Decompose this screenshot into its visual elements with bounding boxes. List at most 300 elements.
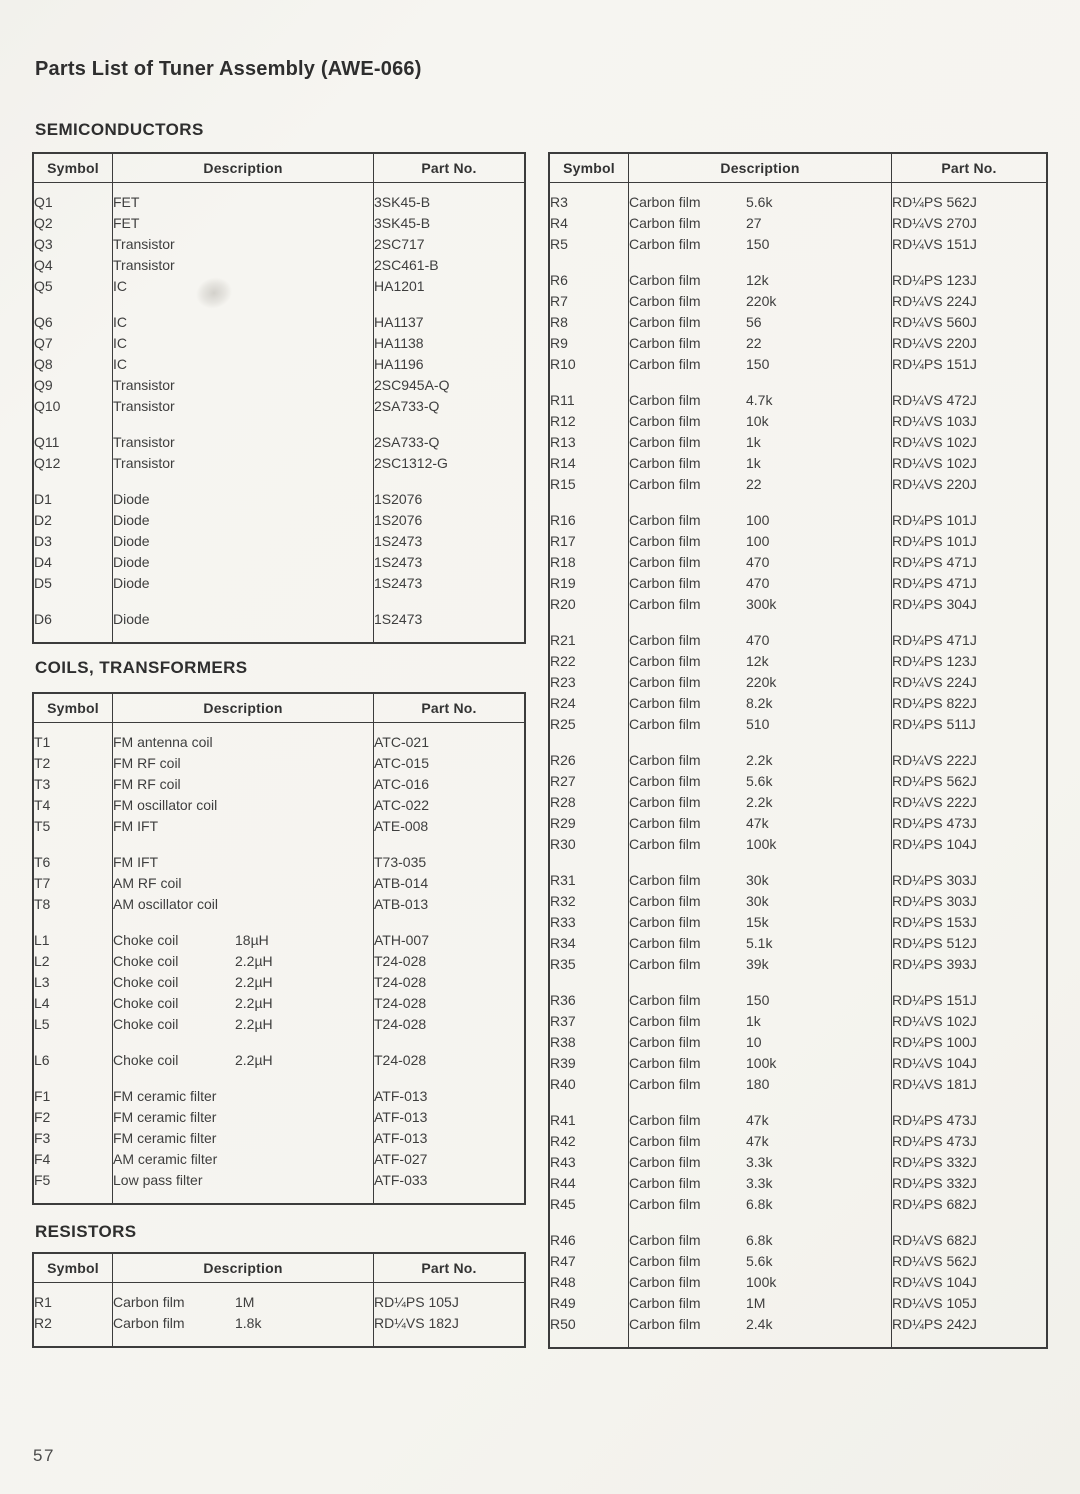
column-header: Description xyxy=(113,1253,374,1283)
description-cell xyxy=(113,1170,374,1191)
table-row xyxy=(33,993,525,1014)
part-no-cell: ATB-013 xyxy=(374,896,429,912)
description-text: Choke coil xyxy=(113,1052,179,1068)
header-row xyxy=(33,153,525,183)
description-text: Carbon film xyxy=(629,392,701,408)
description-cell xyxy=(113,552,374,573)
value-text: 3.3k xyxy=(746,1154,773,1170)
symbol-cell: R39 xyxy=(549,1053,629,1074)
description-cell xyxy=(629,213,892,234)
value-text: 1M xyxy=(235,1294,255,1310)
table-row xyxy=(549,834,1047,855)
description-text: Carbon film xyxy=(629,533,701,549)
value-text: 2.2µH xyxy=(235,995,273,1011)
symbol-cell: Q12 xyxy=(33,453,113,474)
value-text: 470 xyxy=(746,632,770,648)
description-text: FM antenna coil xyxy=(113,734,213,750)
part-no-cell: RD¼PS 303J xyxy=(892,893,977,909)
part-no-cell: RD¼PS 100J xyxy=(892,1034,977,1050)
description-text: Carbon film xyxy=(629,356,701,372)
symbol-cell: R12 xyxy=(549,411,629,432)
value-text: 100k xyxy=(746,1274,777,1290)
part-no-cell: ATF-013 xyxy=(374,1109,428,1125)
description-text: Carbon film xyxy=(113,1294,185,1310)
table-row xyxy=(33,1128,525,1149)
description-text: Carbon film xyxy=(629,815,701,831)
symbol-cell: R7 xyxy=(549,291,629,312)
symbol-cell: L4 xyxy=(33,993,113,1014)
symbol-cell: L6 xyxy=(33,1050,113,1071)
group-spacer xyxy=(33,915,525,930)
value-text: 1M xyxy=(746,1295,766,1311)
value-text: 300k xyxy=(746,596,777,612)
description-cell xyxy=(113,753,374,774)
table-row xyxy=(33,552,525,573)
value-text: 100 xyxy=(746,512,770,528)
description-cell xyxy=(629,510,892,531)
symbol-cell: R21 xyxy=(549,630,629,651)
symbol-cell: R25 xyxy=(549,714,629,735)
value-text: 220k xyxy=(746,674,777,690)
table-row xyxy=(549,474,1047,495)
table-row xyxy=(549,990,1047,1011)
description-cell xyxy=(113,951,374,972)
description-text: Carbon film xyxy=(629,674,701,690)
description-text: Carbon film xyxy=(629,434,701,450)
value-text: 510 xyxy=(746,716,770,732)
part-no-cell: HA1138 xyxy=(374,335,424,351)
part-no-cell: ATH-007 xyxy=(374,932,429,948)
value-text: 10 xyxy=(746,1034,762,1050)
table-row xyxy=(33,213,525,234)
table-row xyxy=(549,1194,1047,1215)
part-no-cell: ATC-021 xyxy=(374,734,429,750)
part-no-cell: ATF-027 xyxy=(374,1151,428,1167)
part-no-cell: ATF-013 xyxy=(374,1088,428,1104)
description-cell xyxy=(629,390,892,411)
table-row xyxy=(33,930,525,951)
description-text: Carbon film xyxy=(629,1076,701,1092)
symbol-cell: T7 xyxy=(33,873,113,894)
table-row xyxy=(549,333,1047,354)
part-no-cell: RD¼PS 303J xyxy=(892,872,977,888)
description-cell xyxy=(629,1032,892,1053)
description-cell xyxy=(629,552,892,573)
symbol-cell: R10 xyxy=(549,354,629,375)
description-text: FM ceramic filter xyxy=(113,1130,217,1146)
description-text: Carbon film xyxy=(629,215,701,231)
table-row xyxy=(549,792,1047,813)
description-text: Carbon film xyxy=(629,1034,701,1050)
description-text: Transistor xyxy=(113,434,175,450)
group-spacer xyxy=(33,183,525,193)
description-cell xyxy=(113,531,374,552)
description-text: Carbon film xyxy=(629,575,701,591)
symbol-cell: T1 xyxy=(33,732,113,753)
part-no-cell: RD¼PS 682J xyxy=(892,1196,977,1212)
part-no-cell: RD¼VS 105J xyxy=(892,1295,977,1311)
table-row xyxy=(549,1131,1047,1152)
symbol-cell: R41 xyxy=(549,1110,629,1131)
value-text: 1k xyxy=(746,1013,761,1029)
value-text: 3.3k xyxy=(746,1175,773,1191)
symbol-cell: F1 xyxy=(33,1086,113,1107)
value-text: 5.6k xyxy=(746,1253,773,1269)
symbol-cell: R37 xyxy=(549,1011,629,1032)
description-cell xyxy=(113,1107,374,1128)
symbol-cell: D4 xyxy=(33,552,113,573)
symbol-cell: R36 xyxy=(549,990,629,1011)
description-cell xyxy=(113,1050,374,1071)
description-cell xyxy=(113,1292,374,1313)
value-text: 5.6k xyxy=(746,773,773,789)
symbol-cell: R43 xyxy=(549,1152,629,1173)
description-cell xyxy=(629,990,892,1011)
table-row xyxy=(549,1053,1047,1074)
table-row xyxy=(549,672,1047,693)
symbol-cell: T3 xyxy=(33,774,113,795)
table-row xyxy=(549,1272,1047,1293)
symbol-cell: L3 xyxy=(33,972,113,993)
description-text: Choke coil xyxy=(113,932,179,948)
value-text: 10k xyxy=(746,413,769,429)
symbol-cell: R33 xyxy=(549,912,629,933)
symbol-cell: Q4 xyxy=(33,255,113,276)
table-row xyxy=(549,771,1047,792)
symbol-cell: R42 xyxy=(549,1131,629,1152)
value-text: 4.7k xyxy=(746,392,773,408)
description-cell xyxy=(113,375,374,396)
table-row xyxy=(549,573,1047,594)
part-no-cell: 1S2473 xyxy=(374,575,423,591)
group-spacer xyxy=(33,417,525,432)
part-no-cell: RD¼VS 182J xyxy=(374,1315,459,1331)
description-cell xyxy=(113,732,374,753)
description-text: Carbon film xyxy=(629,956,701,972)
symbol-cell: R29 xyxy=(549,813,629,834)
description-text: Carbon film xyxy=(629,716,701,732)
group-spacer xyxy=(549,735,1047,750)
value-text: 2.2µH xyxy=(235,1016,273,1032)
part-no-cell: ATE-008 xyxy=(374,818,429,834)
table-row xyxy=(549,1230,1047,1251)
description-text: Diode xyxy=(113,533,150,549)
description-text: Carbon film xyxy=(629,935,701,951)
group-spacer xyxy=(33,1035,525,1050)
value-text: 22 xyxy=(746,335,762,351)
description-text: Carbon film xyxy=(629,554,701,570)
description-text: FM ceramic filter xyxy=(113,1109,217,1125)
description-cell xyxy=(629,1173,892,1194)
part-no-cell: RD¼PS 511J xyxy=(892,716,976,732)
description-text: Carbon film xyxy=(629,512,701,528)
description-text: Carbon film xyxy=(629,1274,701,1290)
description-text: Carbon film xyxy=(629,1232,701,1248)
description-cell xyxy=(113,213,374,234)
value-text: 22 xyxy=(746,476,762,492)
value-text: 150 xyxy=(746,236,770,252)
description-text: Carbon film xyxy=(629,1055,701,1071)
part-no-cell: RD¼VS 102J xyxy=(892,455,977,471)
description-text: Transistor xyxy=(113,398,175,414)
table-row xyxy=(549,234,1047,255)
symbol-cell: R23 xyxy=(549,672,629,693)
symbol-cell: R3 xyxy=(549,192,629,213)
description-cell xyxy=(629,1293,892,1314)
table-row xyxy=(33,375,525,396)
group-spacer xyxy=(549,975,1047,990)
description-text: Carbon film xyxy=(629,752,701,768)
table-row xyxy=(33,1292,525,1313)
value-text: 30k xyxy=(746,893,769,909)
table-row xyxy=(549,750,1047,771)
symbol-cell: R27 xyxy=(549,771,629,792)
description-text: Carbon film xyxy=(629,236,701,252)
part-no-cell: ATF-013 xyxy=(374,1130,428,1146)
description-text: Low pass filter xyxy=(113,1172,203,1188)
value-text: 6.8k xyxy=(746,1232,773,1248)
table-row xyxy=(549,1152,1047,1173)
description-cell xyxy=(113,396,374,417)
symbol-cell: L2 xyxy=(33,951,113,972)
description-cell xyxy=(629,453,892,474)
symbol-cell: R38 xyxy=(549,1032,629,1053)
symbol-cell: R34 xyxy=(549,933,629,954)
symbol-cell: F4 xyxy=(33,1149,113,1170)
table-row xyxy=(549,933,1047,954)
group-spacer xyxy=(33,837,525,852)
description-cell xyxy=(629,411,892,432)
table-row xyxy=(33,453,525,474)
value-text: 39k xyxy=(746,956,769,972)
table-row xyxy=(33,1050,525,1071)
part-no-cell: RD¼PS 473J xyxy=(892,815,977,831)
description-text: Choke coil xyxy=(113,995,179,1011)
description-cell xyxy=(629,1011,892,1032)
part-no-cell: RD¼VS 472J xyxy=(892,392,977,408)
description-cell xyxy=(113,930,374,951)
description-cell xyxy=(113,192,374,213)
symbol-cell: R45 xyxy=(549,1194,629,1215)
part-no-cell: HA1137 xyxy=(374,314,424,330)
symbol-cell: R13 xyxy=(549,432,629,453)
symbol-cell: R19 xyxy=(549,573,629,594)
symbol-cell: R20 xyxy=(549,594,629,615)
symbol-cell: F3 xyxy=(33,1128,113,1149)
table-row xyxy=(33,573,525,594)
value-text: 47k xyxy=(746,815,769,831)
part-no-cell: ATC-015 xyxy=(374,755,429,771)
description-cell xyxy=(629,234,892,255)
column-header: Symbol xyxy=(549,153,629,183)
description-text: Carbon film xyxy=(629,1253,701,1269)
group-spacer xyxy=(549,1335,1047,1348)
description-text: Transistor xyxy=(113,236,175,252)
description-text: Carbon film xyxy=(629,1316,701,1332)
description-cell xyxy=(113,1128,374,1149)
description-text: FET xyxy=(113,194,140,210)
description-text: Diode xyxy=(113,491,150,507)
table-row xyxy=(33,753,525,774)
resistors-table xyxy=(32,1252,526,1348)
table-row xyxy=(33,510,525,531)
symbol-cell: F2 xyxy=(33,1107,113,1128)
symbol-cell: R8 xyxy=(549,312,629,333)
symbol-cell: T8 xyxy=(33,894,113,915)
symbol-cell: R5 xyxy=(549,234,629,255)
header-row xyxy=(549,153,1047,183)
description-cell xyxy=(629,1194,892,1215)
symbol-cell: R6 xyxy=(549,270,629,291)
description-text: Carbon film xyxy=(629,1295,701,1311)
part-no-cell: RD¼PS 101J xyxy=(892,533,977,549)
part-no-cell: T24-028 xyxy=(374,1052,427,1068)
symbol-cell: R17 xyxy=(549,531,629,552)
description-text: Carbon film xyxy=(629,794,701,810)
symbol-cell: R44 xyxy=(549,1173,629,1194)
value-text: 100k xyxy=(746,1055,777,1071)
description-cell xyxy=(629,573,892,594)
part-no-cell: 1S2076 xyxy=(374,491,423,507)
value-text: 47k xyxy=(746,1133,769,1149)
description-text: IC xyxy=(113,356,127,372)
table-row xyxy=(549,432,1047,453)
part-no-cell: RD¼PS 332J xyxy=(892,1175,977,1191)
table-row xyxy=(33,255,525,276)
part-no-cell: T24-028 xyxy=(374,995,427,1011)
part-no-cell: RD¼PS 151J xyxy=(892,992,977,1008)
value-text: 8.2k xyxy=(746,695,773,711)
table-row xyxy=(33,1014,525,1035)
section-heading-semiconductors: SEMICONDUCTORS xyxy=(35,120,204,139)
column-header: Part No. xyxy=(892,153,1048,183)
value-text: 220k xyxy=(746,293,777,309)
symbol-cell: R9 xyxy=(549,333,629,354)
description-cell xyxy=(113,489,374,510)
part-no-cell: RD¼VS 224J xyxy=(892,674,977,690)
part-no-cell: 2SA733-Q xyxy=(374,398,440,414)
table-row xyxy=(33,1107,525,1128)
table-row xyxy=(549,1314,1047,1335)
table-row xyxy=(33,489,525,510)
table-row xyxy=(549,1251,1047,1272)
table-row xyxy=(549,510,1047,531)
description-cell xyxy=(113,972,374,993)
description-text: FM oscillator coil xyxy=(113,797,218,813)
description-cell xyxy=(629,792,892,813)
section-heading-coils-transformers: COILS, TRANSFORMERS xyxy=(35,658,248,677)
description-text: Diode xyxy=(113,575,150,591)
table-row xyxy=(33,192,525,213)
symbol-cell: R35 xyxy=(549,954,629,975)
symbol-cell: D1 xyxy=(33,489,113,510)
description-cell xyxy=(113,1086,374,1107)
group-spacer xyxy=(549,1095,1047,1110)
table-row xyxy=(33,276,525,297)
group-spacer xyxy=(33,474,525,489)
description-cell xyxy=(629,933,892,954)
description-cell xyxy=(113,312,374,333)
column-header: Description xyxy=(113,153,374,183)
description-text: Carbon film xyxy=(629,314,701,330)
table-row xyxy=(33,396,525,417)
part-no-cell: ATC-016 xyxy=(374,776,429,792)
table-row xyxy=(549,714,1047,735)
group-spacer xyxy=(549,1215,1047,1230)
description-cell xyxy=(113,993,374,1014)
part-no-cell: 3SK45-B xyxy=(374,194,431,210)
page-title: Parts List of Tuner Assembly (AWE-066) xyxy=(35,58,422,80)
symbol-cell: R40 xyxy=(549,1074,629,1095)
value-text: 47k xyxy=(746,1112,769,1128)
symbol-cell: L5 xyxy=(33,1014,113,1035)
symbol-cell: R4 xyxy=(549,213,629,234)
value-text: 470 xyxy=(746,554,770,570)
description-text: Carbon film xyxy=(629,992,701,1008)
part-no-cell: HA1201 xyxy=(374,278,425,294)
symbol-cell: R16 xyxy=(549,510,629,531)
table-row xyxy=(549,213,1047,234)
part-no-cell: T24-028 xyxy=(374,953,427,969)
part-no-cell: RD¼PS 123J xyxy=(892,272,977,288)
description-cell xyxy=(629,1152,892,1173)
value-text: 1.8k xyxy=(235,1315,262,1331)
description-text: Diode xyxy=(113,611,150,627)
group-spacer xyxy=(33,1071,525,1086)
column-header: Part No. xyxy=(374,693,526,723)
part-no-cell: RD¼VS 562J xyxy=(892,1253,977,1269)
symbol-cell: F5 xyxy=(33,1170,113,1191)
description-cell xyxy=(629,291,892,312)
symbol-cell: Q7 xyxy=(33,333,113,354)
description-cell xyxy=(629,594,892,615)
part-no-cell: RD¼PS 242J xyxy=(892,1316,977,1332)
value-text: 12k xyxy=(746,653,769,669)
symbol-cell: L1 xyxy=(33,930,113,951)
part-no-cell: RD¼PS 473J xyxy=(892,1112,977,1128)
group-spacer xyxy=(33,594,525,609)
symbol-cell: Q6 xyxy=(33,312,113,333)
column-header: Symbol xyxy=(33,693,113,723)
symbol-cell: Q2 xyxy=(33,213,113,234)
description-text: Carbon film xyxy=(629,653,701,669)
part-no-cell: RD¼VS 104J xyxy=(892,1055,977,1071)
description-text: IC xyxy=(113,314,127,330)
group-spacer xyxy=(33,723,525,733)
part-no-cell: RD¼VS 682J xyxy=(892,1232,977,1248)
part-no-cell: RD¼PS 304J xyxy=(892,596,977,612)
value-text: 2.2k xyxy=(746,794,773,810)
group-spacer xyxy=(549,615,1047,630)
description-cell xyxy=(113,333,374,354)
description-cell xyxy=(113,609,374,630)
description-text: FM RF coil xyxy=(113,776,181,792)
column-header: Description xyxy=(113,693,374,723)
description-text: Choke coil xyxy=(113,1016,179,1032)
description-text: Choke coil xyxy=(113,953,179,969)
description-cell xyxy=(629,1110,892,1131)
symbol-cell: R28 xyxy=(549,792,629,813)
symbol-cell: T5 xyxy=(33,816,113,837)
description-cell xyxy=(629,192,892,213)
description-text: Carbon film xyxy=(629,1133,701,1149)
description-text: Carbon film xyxy=(629,695,701,711)
table-row xyxy=(33,774,525,795)
description-text: AM oscillator coil xyxy=(113,896,219,912)
description-text: Diode xyxy=(113,512,150,528)
semiconductors-table xyxy=(32,152,526,644)
description-text: Carbon film xyxy=(113,1315,185,1331)
